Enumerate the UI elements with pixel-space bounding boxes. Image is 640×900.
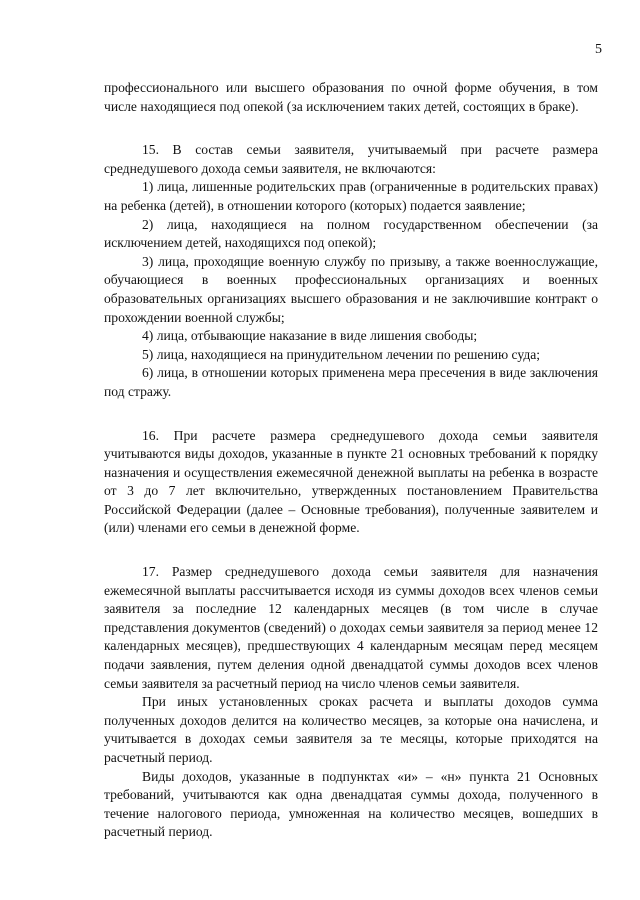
document-body <box>104 79 598 842</box>
paragraph-17-part-3: Виды доходов, указанные в подпунктах «и» – «н» пункта 21 Основных требований, учитываются как одна двенадцатая суммы дохода, полученного в течение налогового периода, умноженная на количество месяцев, вошедших в расчетный период. <box>104 768 598 840</box>
paragraph-continuation: профессионального или высшего образования по очной форме обучения, в том числе находящиеся под опекой (за исключением таких детей, состоящих в браке). <box>104 80 598 114</box>
list-item-15-1: 1) лица, лишенные родительских прав (ограниченные в родительских правах) на ребенка (детей), в отношении которого (которых) подается заявление; <box>104 179 598 213</box>
paragraph-17-part-2: При иных установленных сроках расчета и выплаты доходов сумма полученных доходов делится на количество месяцев, за которые она начислена, и учитывается в доходах семьи заявителя за те месяцы, которые приходятся на расчетный период. <box>104 694 598 765</box>
paragraph-16: 16. При расчете размера среднедушевого дохода семьи заявителя учитываются виды доходов, указанные в пункте 21 основных требований к порядку назначения и осуществления ежемесячной денежной выплаты на ребенка в возрасте от 3 до 7 лет включительно, утвержденных постановлением Правительства Российской Федерации (далее – Основные требования), полученные заявителем и (или) членами его семьи в денежной форме. <box>104 427 598 536</box>
paragraph-15-heading: 15. В состав семьи заявителя, учитываемый при расчете размера среднедушевого дохода семьи заявителя, не включаются: <box>104 142 598 176</box>
list-item-15-2: 2) лица, находящиеся на полном государственном обеспечении (за исключением детей, находящихся под опекой); <box>104 216 598 251</box>
list-item-15-6: 6) лица, в отношении которых применена мера пресечения в виде заключения под стражу. <box>104 365 598 399</box>
list-item-15-3: 3) лица, проходящие военную службу по призыву, а также военнослужащие, обучающиеся в военных профессиональных организациях и военных образовательных организациях высшего образования и не заключившие контракт о прохождении военной службы; <box>104 253 598 325</box>
list-item-15-5: 5) лица, находящиеся на принудительном лечении по решению суда; <box>142 346 541 362</box>
paragraph-17: 17. Размер среднедушевого дохода семьи заявителя для назначения ежемесячной выплаты рассчитывается исходя из суммы доходов всех членов семьи заявителя за последние 12 календарных месяцев (в том числе в случае представления документов (сведений) о доходах семьи заявителя за период менее 12 календарных месяцев), предшествующих 4 календарным месяцам перед месяцем подачи заявления, путем деления одной двенадцатой суммы доходов всех членов семьи заявителя за расчетный период на число членов семьи заявителя. <box>104 564 598 691</box>
list-item-15-4: 4) лица, отбывающие наказание в виде лишения свободы; <box>142 328 478 344</box>
page-number: 5 <box>595 42 602 57</box>
